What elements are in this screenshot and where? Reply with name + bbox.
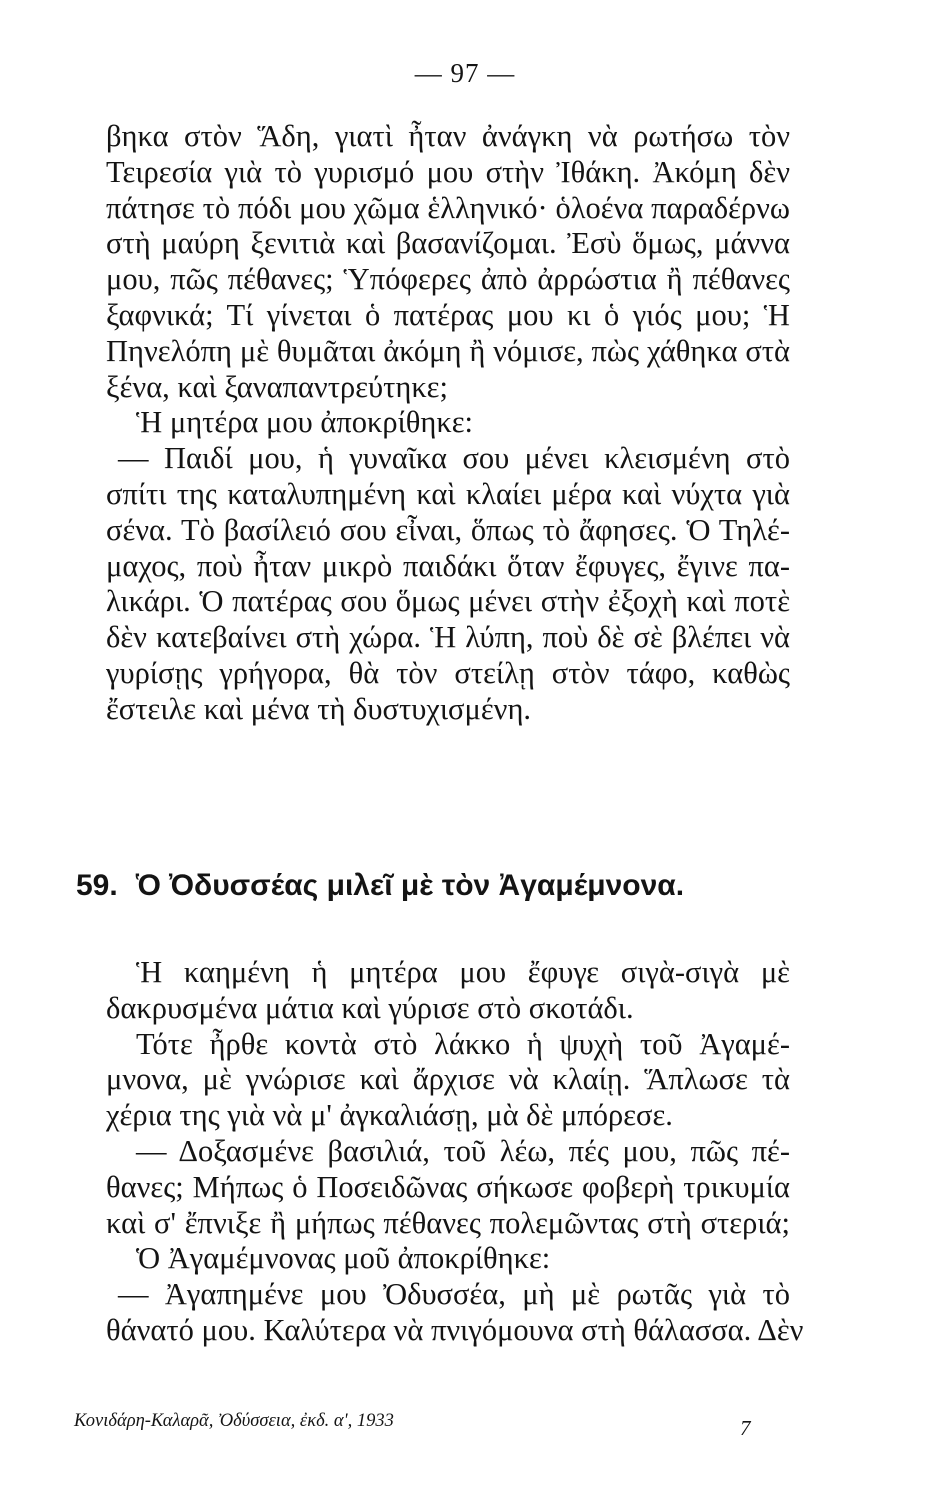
text-line: βηκα στὸν Ἅδη, γιατὶ ἦταν ἀνάγκη νὰ ρωτήσω τὸν bbox=[106, 119, 790, 153]
text-line: Ὁ Ἀγαμέμνονας μοῦ ἀποκρίθηκε: bbox=[136, 1241, 551, 1276]
section-title: Ὁ Ὀδυσσέας μιλεῖ μὲ τὸν Ἀγαμέμνονα. bbox=[136, 869, 685, 902]
text-line: δακρυσμένα μάτια καὶ γύρισε στὸ σκοτάδι. bbox=[106, 990, 634, 1025]
text-line: γυρίσῃς γρήγορα, θὰ τὸν στείλῃ στὸν τάφο, καθὼς bbox=[106, 655, 790, 690]
text-line: σπίτι της καταλυπημένη καὶ κλαίει μέρα καὶ νύχτα γιὰ bbox=[106, 476, 790, 511]
text-line: — Δοξασμένε βασιλιά, τοῦ λέω, πές μου, πῶς πέ- bbox=[136, 1133, 790, 1168]
page-number: — 97 — bbox=[414, 58, 516, 88]
text-line: Ἡ καημένη ἡ μητέρα μου ἔφυγε σιγὰ-σιγὰ μὲ bbox=[136, 955, 790, 989]
text-line: χέρια της γιὰ νὰ μ' ἀγκαλιάσῃ, μὰ δὲ μπόρεσε. bbox=[106, 1098, 673, 1133]
text-line: Ἡ μητέρα μου ἀποκρίθηκε: bbox=[136, 405, 473, 440]
signature-mark: 7 bbox=[740, 1416, 751, 1440]
text-block-2 bbox=[106, 955, 804, 1349]
text-line: θάνατό μου. Καλύτερα νὰ πνιγόμουνα στὴ θάλασσα. Δὲν bbox=[106, 1312, 804, 1347]
text-line: — Ἀγαπημένε μου Ὀδυσσέα, μὴ μὲ ρωτᾶς γιὰ τὸ bbox=[118, 1277, 790, 1312]
text-line: στὴ μαύρη ξενιτιὰ καὶ βασανίζομαι. Ἐσὺ ὅμως, μάννα bbox=[106, 226, 790, 261]
text-line: σένα. Τὸ βασίλειό σου εἶναι, ὅπως τὸ ἄφησες. Ὁ Τηλέ- bbox=[106, 512, 790, 547]
text-line: ἔστειλε καὶ μένα τὴ δυστυχισμένη. bbox=[106, 691, 532, 726]
text-line: θανες; Μήπως ὁ Ποσειδῶνας σήκωσε φοβερὴ τρικυμία bbox=[106, 1169, 790, 1204]
text-line: Πηνελόπη μὲ θυμᾶται ἀκόμη ἢ νόμισε, πὼς χάθηκα στὰ bbox=[106, 333, 790, 368]
text-line: πάτησε τὸ πόδι μου χῶμα ἑλληνικό· ὁλοένα παραδέρνω bbox=[106, 190, 790, 225]
section-number: 59. bbox=[76, 869, 118, 902]
publisher-imprint: Κονιδάρη-Καλαρᾶ, Ὀδύσσεια, ἐκδ. α', 1933 bbox=[74, 1411, 394, 1431]
text-line: δὲν κατεβαίνει στὴ χώρα. Ἡ λύπη, ποὺ δὲ σὲ βλέπει νὰ bbox=[106, 620, 790, 655]
text-line: λικάρι. Ὁ πατέρας σου ὅμως μένει στὴν ἐξοχὴ καὶ ποτὲ bbox=[106, 584, 790, 619]
text-line: — Παιδί μου, ἡ γυναῖκα σου μένει κλεισμένη στὸ bbox=[118, 441, 790, 476]
text-block-1 bbox=[106, 119, 790, 728]
text-line: μου, πῶς πέθανες; Ὑπόφερες ἀπὸ ἀρρώστια ἢ πέθανες bbox=[106, 262, 790, 297]
text-line: μαχος, ποὺ ἦταν μικρὸ παιδάκι ὅταν ἔφυγες, ἔγινε πα- bbox=[106, 548, 790, 583]
text-line: ξαφνικά; Τί γίνεται ὁ πατέρας μου κι ὁ γιός μου; Ἡ bbox=[106, 297, 790, 332]
text-line: Τότε ἦρθε κοντὰ στὸ λάκκο ἡ ψυχὴ τοῦ Ἀγαμέ- bbox=[136, 1026, 790, 1061]
text-line: Τειρεσία γιὰ τὸ γυρισμό μου στὴν Ἰθάκη. Ἀκόμη δὲν bbox=[106, 154, 790, 189]
section-heading bbox=[76, 866, 806, 906]
text-line: μνονα, μὲ γνώρισε καὶ ἄρχισε νὰ κλαίῃ. Ἅπλωσε τὰ bbox=[106, 1062, 790, 1097]
text-line: ξένα, καὶ ξαναπαντρεύτηκε; bbox=[106, 369, 448, 404]
text-line: καὶ σ' ἔπνιξε ἢ μήπως πέθανες πολεμῶντας στὴ στεριά; bbox=[106, 1205, 790, 1240]
